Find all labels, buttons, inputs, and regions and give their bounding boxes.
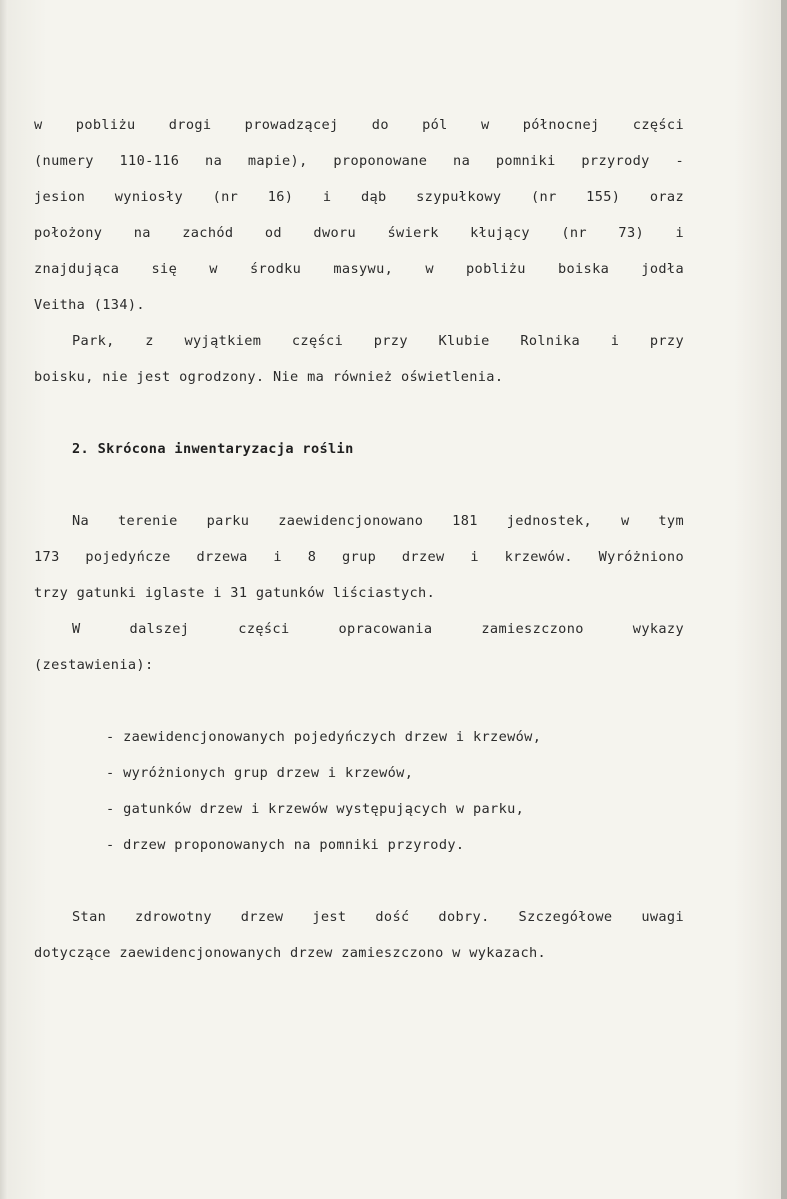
section-heading: 2. Skrócona inwentaryzacja roślin [72, 441, 354, 457]
page-spine-shadow [0, 0, 8, 1199]
text-line: trzy gatunki iglaste i 31 gatunków liściastych. [34, 585, 436, 601]
text-line: boisku, nie jest ogrodzony. Nie ma również oświetlenia. [34, 369, 504, 385]
list-item: - gatunków drzew i krzewów występujących w parku, [106, 801, 525, 817]
paragraph-1 [34, 107, 684, 323]
text-line: Park, z wyjątkiem części przy Klubie Rolnika i przy [72, 333, 684, 349]
text-line: Veitha (134). [34, 297, 145, 313]
list-item: - zaewidencjonowanych pojedyńczych drzew i krzewów, [106, 729, 542, 745]
paragraph-3 [34, 503, 684, 611]
text-line: (numery 110-116 na mapie), proponowane na pomniki przyrody - [34, 153, 684, 169]
list-item: - wyróżnionych grup drzew i krzewów, [106, 765, 414, 781]
text-line: położony na zachód od dworu świerk kłujący (nr 73) i [34, 225, 684, 241]
text-line: Na terenie parku zaewidencjonowano 181 jednostek, w tym [72, 513, 684, 529]
paragraph-4 [34, 611, 684, 683]
text-line: W dalszej części opracowania zamieszczono wykazy [72, 621, 684, 637]
text-line: w pobliżu drogi prowadzącej do pól w północnej części [34, 117, 684, 133]
paragraph-2 [34, 323, 684, 395]
text-line: 173 pojedyńcze drzewa i 8 grup drzew i krzewów. Wyróżniono [34, 549, 684, 565]
list-item: - drzew proponowanych na pomniki przyrody. [106, 837, 465, 853]
text-line: jesion wyniosły (nr 16) i dąb szypułkowy (nr 155) oraz [34, 189, 684, 205]
text-line: Stan zdrowotny drzew jest dość dobry. Szczegółowe uwagi [72, 909, 684, 925]
inventory-list [34, 719, 684, 863]
text-line: znajdująca się w środku masywu, w pobliżu boiska jodła [34, 261, 684, 277]
paragraph-5 [34, 899, 684, 971]
text-line: (zestawienia): [34, 657, 154, 673]
text-line: dotyczące zaewidencjonowanych drzew zamieszczono w wykazach. [34, 945, 547, 961]
page-content [34, 107, 684, 971]
